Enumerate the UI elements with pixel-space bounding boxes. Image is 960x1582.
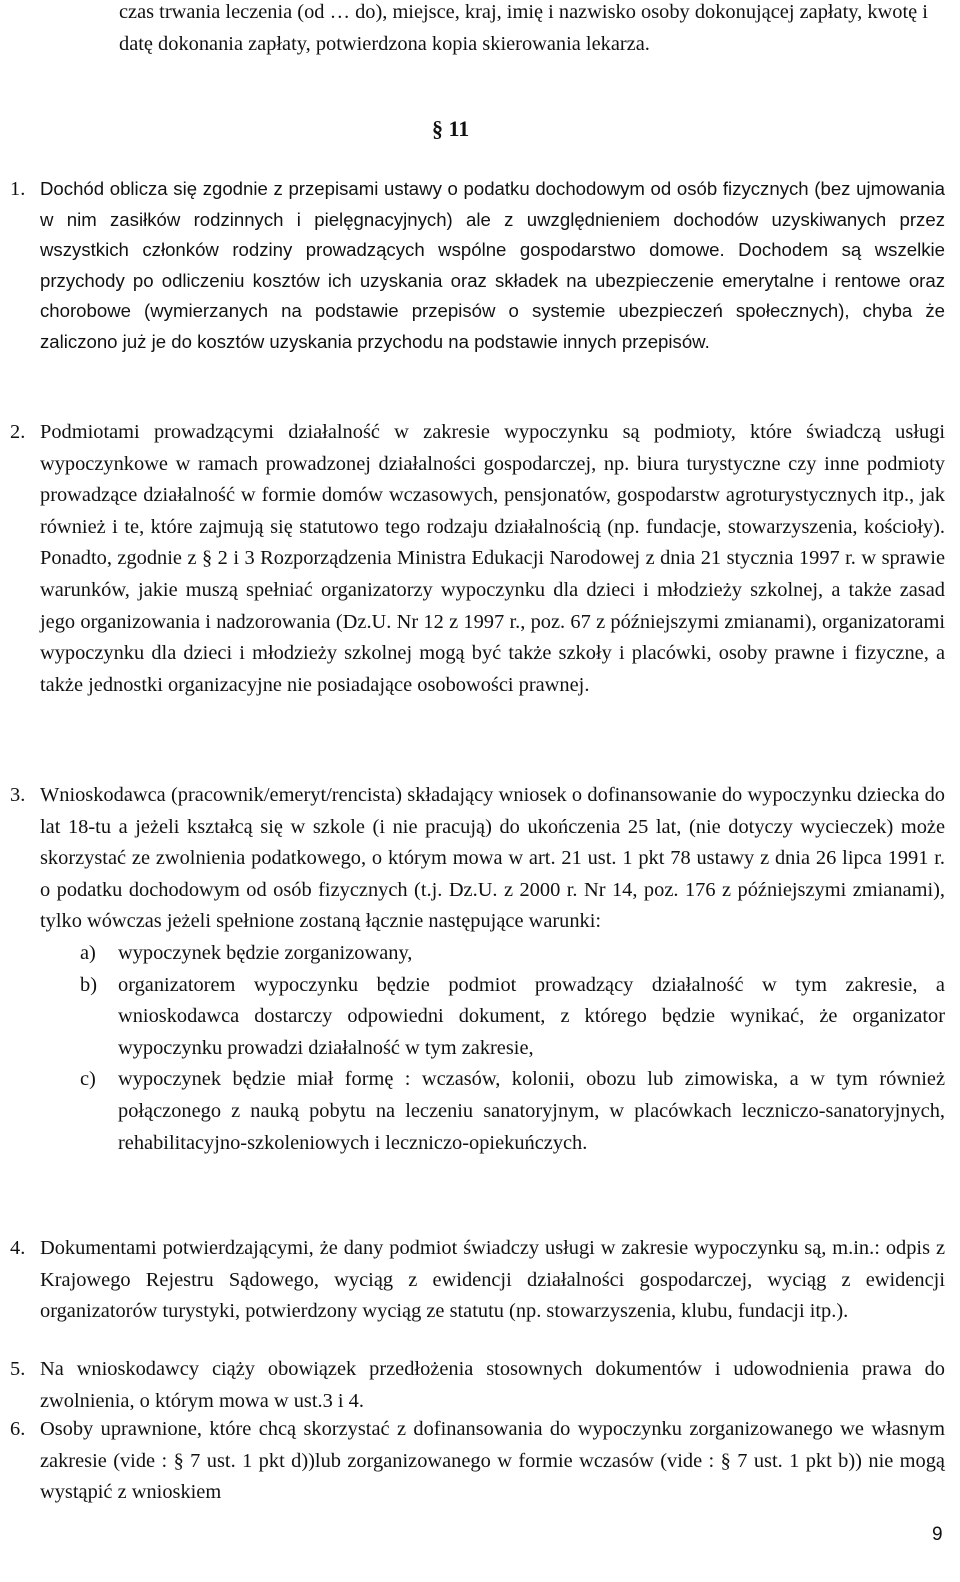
sub-item-text: wypoczynek będzie miał formę : wczasów, kolonii, obozu lub zimowiska, a w tym również połączonego z nauką pobytu na leczeniu sanatoryjnym, w placówkach leczniczo-sanatoryjnych, rehabilitacyjno-szkoleniowych i leczniczo-opiekuńczych. — [118, 1068, 945, 1154]
sub-item-a — [80, 938, 945, 970]
list-item-number: 3. — [10, 784, 26, 806]
sub-item-b — [80, 970, 945, 1065]
list-item-text: Dokumentami potwierdzającymi, że dany podmiot świadczy usługi w zakresie wypoczynku są, m.in.: odpis z Krajowego Rejestru Sądowego, wyciąg z ewidencji działalności gospodarczej, wyciąg z ewidencji organizatorów turystyki, potwierdzony wyciąg ze statutu (np. stowarzyszenia, klubu, fundacji itp.). — [40, 1237, 945, 1323]
list-item-text: Na wnioskodawcy ciąży obowiązek przedłożenia stosownych dokumentów i udowodnienia prawa do zwolnienia, o którym mowa w ust.3 i 4. — [40, 1358, 945, 1412]
list-item-number: 5. — [10, 1358, 26, 1380]
list-item-text: Wnioskodawca (pracownik/emeryt/rencista) składający wniosek o dofinansowanie do wypoczynku dziecka do lat 18-tu a jeżeli kształcą się w szkole (i nie pracują) do ukończenia 25 lat, (nie dotyczy wycieczek) może skorzystać ze zwolnienia podatkowego, o którym mowa w art. 21 ust. 1 pkt 78 ustawy z dnia 26 lipca 1991 r. o podatku dochodowym od osób fizycznych (t.j. Dz.U. z 2000 r. Nr 14, poz. 176 z późniejszymi zmianami), tylko wówczas jeżeli spełnione zostaną łącznie następujące warunki: — [40, 784, 945, 933]
list-item-5 — [10, 1354, 945, 1417]
list-item-number: 2. — [10, 421, 26, 443]
list-item-number: 6. — [10, 1418, 26, 1440]
list-item-6 — [10, 1414, 945, 1509]
list-item-text: Osoby uprawnione, które chcą skorzystać z dofinansowania do wypoczynku zorganizowanego we własnym zakresie (vide : § 7 ust. 1 pkt d))lub zorganizowanego w formie wczasów (vide : § 7 ust. 1 pkt b)) nie mogą wystąpić z wnioskiem — [40, 1418, 945, 1504]
list-item-text: Podmiotami prowadzącymi działalność w zakresie wypoczynku są podmioty, które świadczą usługi wypoczynkowe w ramach prowadzonej działalności gospodarczej, np. biura turystyczne czy inne podmioty prowadzące działalność w formie domów wczasowych, pensjonatów, gospodarstw agroturystycznych itp., jak również i te, które zajmują się statutowo tego rodzaju działalnością (np. fundacje, stowarzyszenia, kościoły). Ponadto, zgodnie z § 2 i 3 Rozporządzenia Ministra Edukacji Narodowej z dnia 21 stycznia 1997 r. w sprawie warunków, jakie muszą spełniać organizatorzy wypoczynku dla dzieci i młodzieży szkolnej, a także zasad jego organizowania i nadzorowania (Dz.U. Nr 12 z 1997 r., poz. 67 z późniejszymi zmianami), organizatorami wypoczynku dla dzieci i młodzieży szkolnej mogą być także szkoły i placówki, osoby prawne i fizyczne, a także jednostki organizacyjne nie posiadające osobowości prawnej. — [40, 421, 945, 696]
list-item-number: 1. — [10, 178, 26, 200]
page-number: 9 — [932, 1524, 943, 1545]
list-item-number: 4. — [10, 1237, 26, 1259]
sub-item-letter: a) — [80, 941, 96, 964]
list-item-text: Dochód oblicza się zgodnie z przepisami ustawy o podatku dochodowym od osób fizycznych (bez ujmowania w nim zasiłków rodzinnych i pielęgnacyjnych) ale z uwzględnieniem dochodów uzyskiwanych przez wszystkich członków rodziny prowadzących wspólne gospodarstwo domowe. Dochodem są wszelkie przychody po odliczeniu kosztów ich uzyskania oraz składek na ubezpieczenie emerytalne i rentowe oraz chorobowe (wymierzanych na podstawie przepisów o systemie ubezpieczeń społecznych), chyba że zaliczono już je do kosztów uzyskania przychodu na podstawie innych przepisów. — [40, 178, 945, 352]
sub-item-letter: c) — [80, 1068, 96, 1091]
section-heading: § 11 — [432, 116, 470, 141]
sub-item-c — [80, 1064, 945, 1159]
sub-item-letter: b) — [80, 973, 97, 996]
sub-item-text: wypoczynek będzie zorganizowany, — [118, 941, 413, 964]
list-item-3 — [10, 780, 945, 1159]
intro-paragraph: czas trwania leczenia (od … do), miejsce, kraj, imię i nazwisko osoby dokonującej zapłaty, kwotę i datę dokonania zapłaty, potwierdzona kopia skierowania lekarza. — [119, 1, 928, 55]
sub-item-text: organizatorem wypoczynku będzie podmiot prowadzący działalność w tym zakresie, a wnioskodawca dostarczy odpowiedni dokument, z którego będzie wynikać, że organizator wypoczynku prowadzi działalność w tym zakresie, — [118, 973, 945, 1059]
list-item-4 — [10, 1233, 945, 1328]
list-item-1 — [10, 174, 945, 358]
list-item-2 — [10, 417, 945, 701]
